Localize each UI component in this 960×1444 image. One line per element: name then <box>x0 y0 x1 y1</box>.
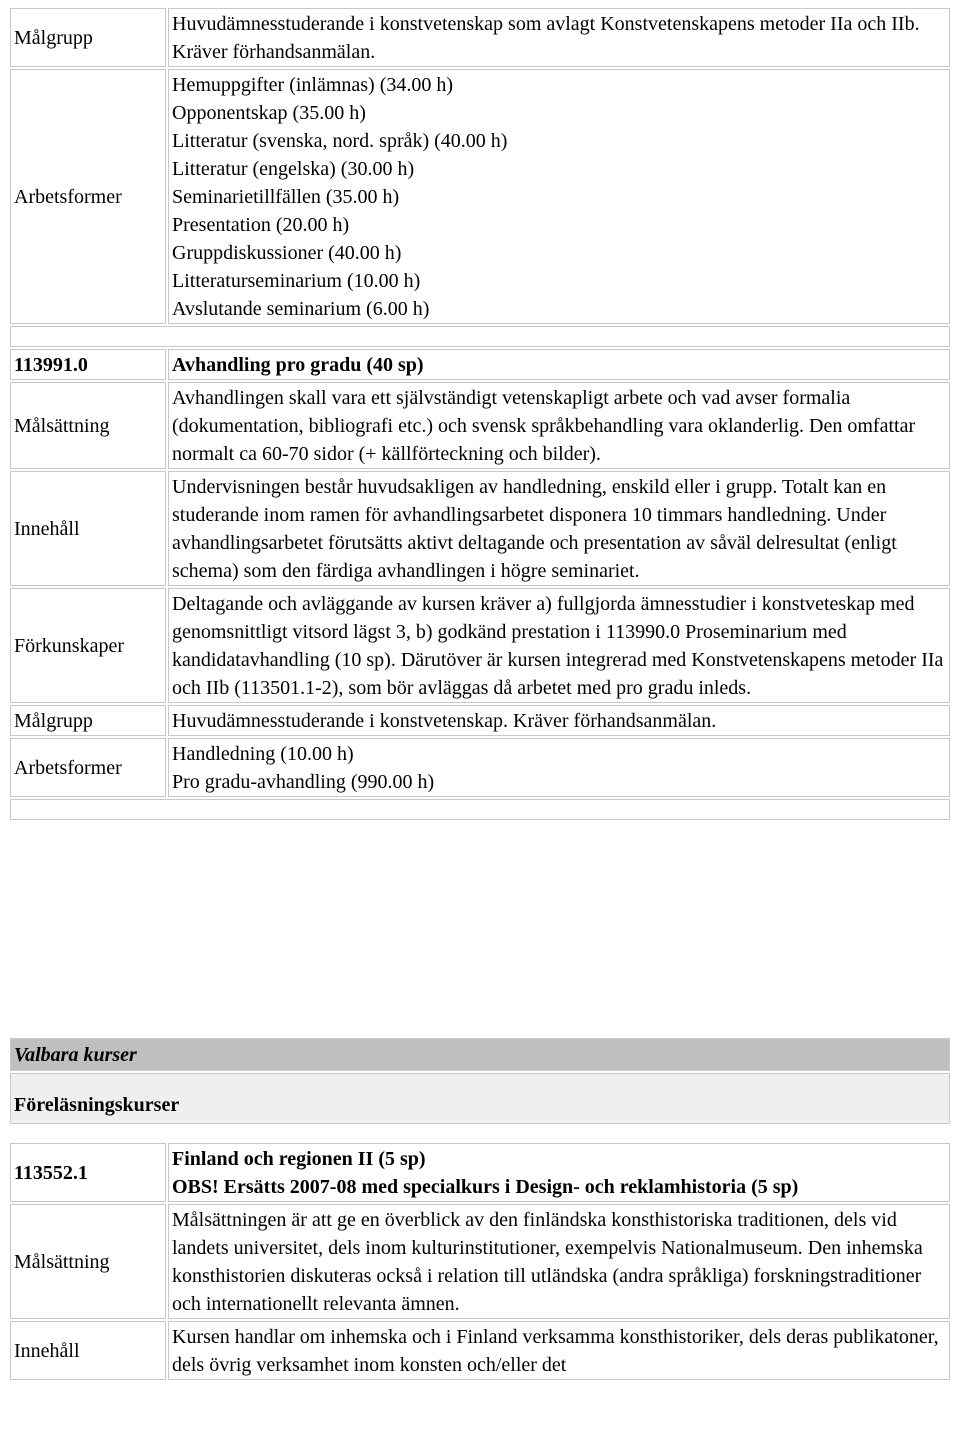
list-item: Avslutande seminarium (6.00 h) <box>172 298 430 320</box>
course-title: Finland och regionen II (5 sp) <box>172 1148 426 1170</box>
subsection-heading-row <box>10 1073 950 1124</box>
empty-row <box>10 326 950 347</box>
subsection-heading: Föreläsningskurser <box>10 1073 950 1124</box>
list-item: Litteratur (svenska, nord. språk) (40.00 h) <box>172 130 508 152</box>
course-title: Avhandling pro gradu (40 sp) <box>168 349 950 380</box>
label-innehall: Innehåll <box>10 1321 166 1380</box>
spacer-row <box>10 1126 950 1141</box>
row-malgrupp <box>10 8 950 67</box>
malsattning-text: Avhandlingen skall vara ett självständigt vetenskapligt arbete och vad avser formalia (dokumentation, bibliografi etc.) och svensk språkbehandling vara oklanderlig. Den omfattar normalt ca 60-70 sidor (+ källförteckning och bilder). <box>168 382 950 469</box>
list-item: Presentation (20.00 h) <box>172 214 350 236</box>
list-item: Handledning (10.00 h) <box>172 743 354 765</box>
label-malgrupp: Målgrupp <box>10 8 166 67</box>
malgrupp-text: Huvudämnesstuderande i konstvetenskap. Kräver förhandsanmälan. <box>168 705 950 736</box>
course-table-top <box>8 6 952 822</box>
list-item: Pro gradu-avhandling (990.00 h) <box>172 771 435 793</box>
row-arbetsformer <box>10 69 950 324</box>
innehall-text: Undervisningen består huvudsakligen av handledning, enskild eller i grupp. Totalt kan en studerande inom ramen för avhandlingsarbetet disponera 10 timmars handledning. Under avhandlingsarbetet förutsätts aktivt deltagande och presentation av såväl delresultat (enligt schema) som den färdiga avhandlingen i högre seminariet. <box>168 471 950 586</box>
label-innehall: Innehåll <box>10 471 166 586</box>
course-title-block <box>168 1143 950 1202</box>
list-item: Opponentskap (35.00 h) <box>172 102 366 124</box>
course-header-113552 <box>10 1143 950 1202</box>
row-malsattning <box>10 382 950 469</box>
arbetsformer-list <box>168 738 950 797</box>
empty-row <box>10 799 950 820</box>
list-item: Seminarietillfällen (35.00 h) <box>172 186 400 208</box>
arbetsformer-list <box>168 69 950 324</box>
label-malgrupp: Målgrupp <box>10 705 166 736</box>
label-arbetsformer: Arbetsformer <box>10 738 166 797</box>
course-code: 113552.1 <box>10 1143 166 1202</box>
row-innehall <box>10 1321 950 1380</box>
label-malsattning: Målsättning <box>10 382 166 469</box>
course-table-valbara <box>8 1036 952 1382</box>
innehall-text: Kursen handlar om inhemska och i Finland verksamma konsthistoriker, dels deras publikatoner, dels övrig verksamhet inom konsten och/eller det <box>168 1321 950 1380</box>
course-code: 113991.0 <box>10 349 166 380</box>
row-forkunskaper <box>10 588 950 703</box>
label-arbetsformer: Arbetsformer <box>10 69 166 324</box>
row-malgrupp-2 <box>10 705 950 736</box>
section-heading-row <box>10 1038 950 1071</box>
course-header-113991 <box>10 349 950 380</box>
row-malsattning <box>10 1204 950 1319</box>
label-forkunskaper: Förkunskaper <box>10 588 166 703</box>
section-heading: Valbara kurser <box>10 1038 950 1071</box>
list-item: Litteraturseminarium (10.00 h) <box>172 270 421 292</box>
row-arbetsformer-2 <box>10 738 950 797</box>
list-item: Hemuppgifter (inlämnas) (34.00 h) <box>172 74 454 96</box>
course-note: OBS! Ersätts 2007-08 med specialkurs i Design- och reklamhistoria (5 sp) <box>172 1176 799 1198</box>
forkunskaper-text: Deltagande och avläggande av kursen kräver a) fullgjorda ämnesstudier i konstveteskap med genomsnittligt vitsord lägst 3, b) godkänd prestation i 113990.0 Proseminarium med kandidatavhandling (10 sp). Därutöver är kursen integrerad med Konstvetenskapens metoder IIa och IIb (113501.1-2), som bör avläggas då arbetet med pro gradu inleds. <box>168 588 950 703</box>
label-malsattning: Målsättning <box>10 1204 166 1319</box>
list-item: Litteratur (engelska) (30.00 h) <box>172 158 415 180</box>
list-item: Gruppdiskussioner (40.00 h) <box>172 242 402 264</box>
row-innehall <box>10 471 950 586</box>
malsattning-text: Målsättningen är att ge en överblick av den finländska konsthistoriska traditionen, dels vid landets universitet, dels inom kulturinstitutioner, exempelvis Nationalmuseum. Den inhemska konsthistorien diskuteras också i relation till utländska (andra språkliga) forskningstraditioner och internationellt relevanta ämnen. <box>168 1204 950 1319</box>
malgrupp-text: Huvudämnesstuderande i konstvetenskap som avlagt Konstvetenskapens metoder IIa och IIb. Kräver förhandsanmälan. <box>168 8 950 67</box>
